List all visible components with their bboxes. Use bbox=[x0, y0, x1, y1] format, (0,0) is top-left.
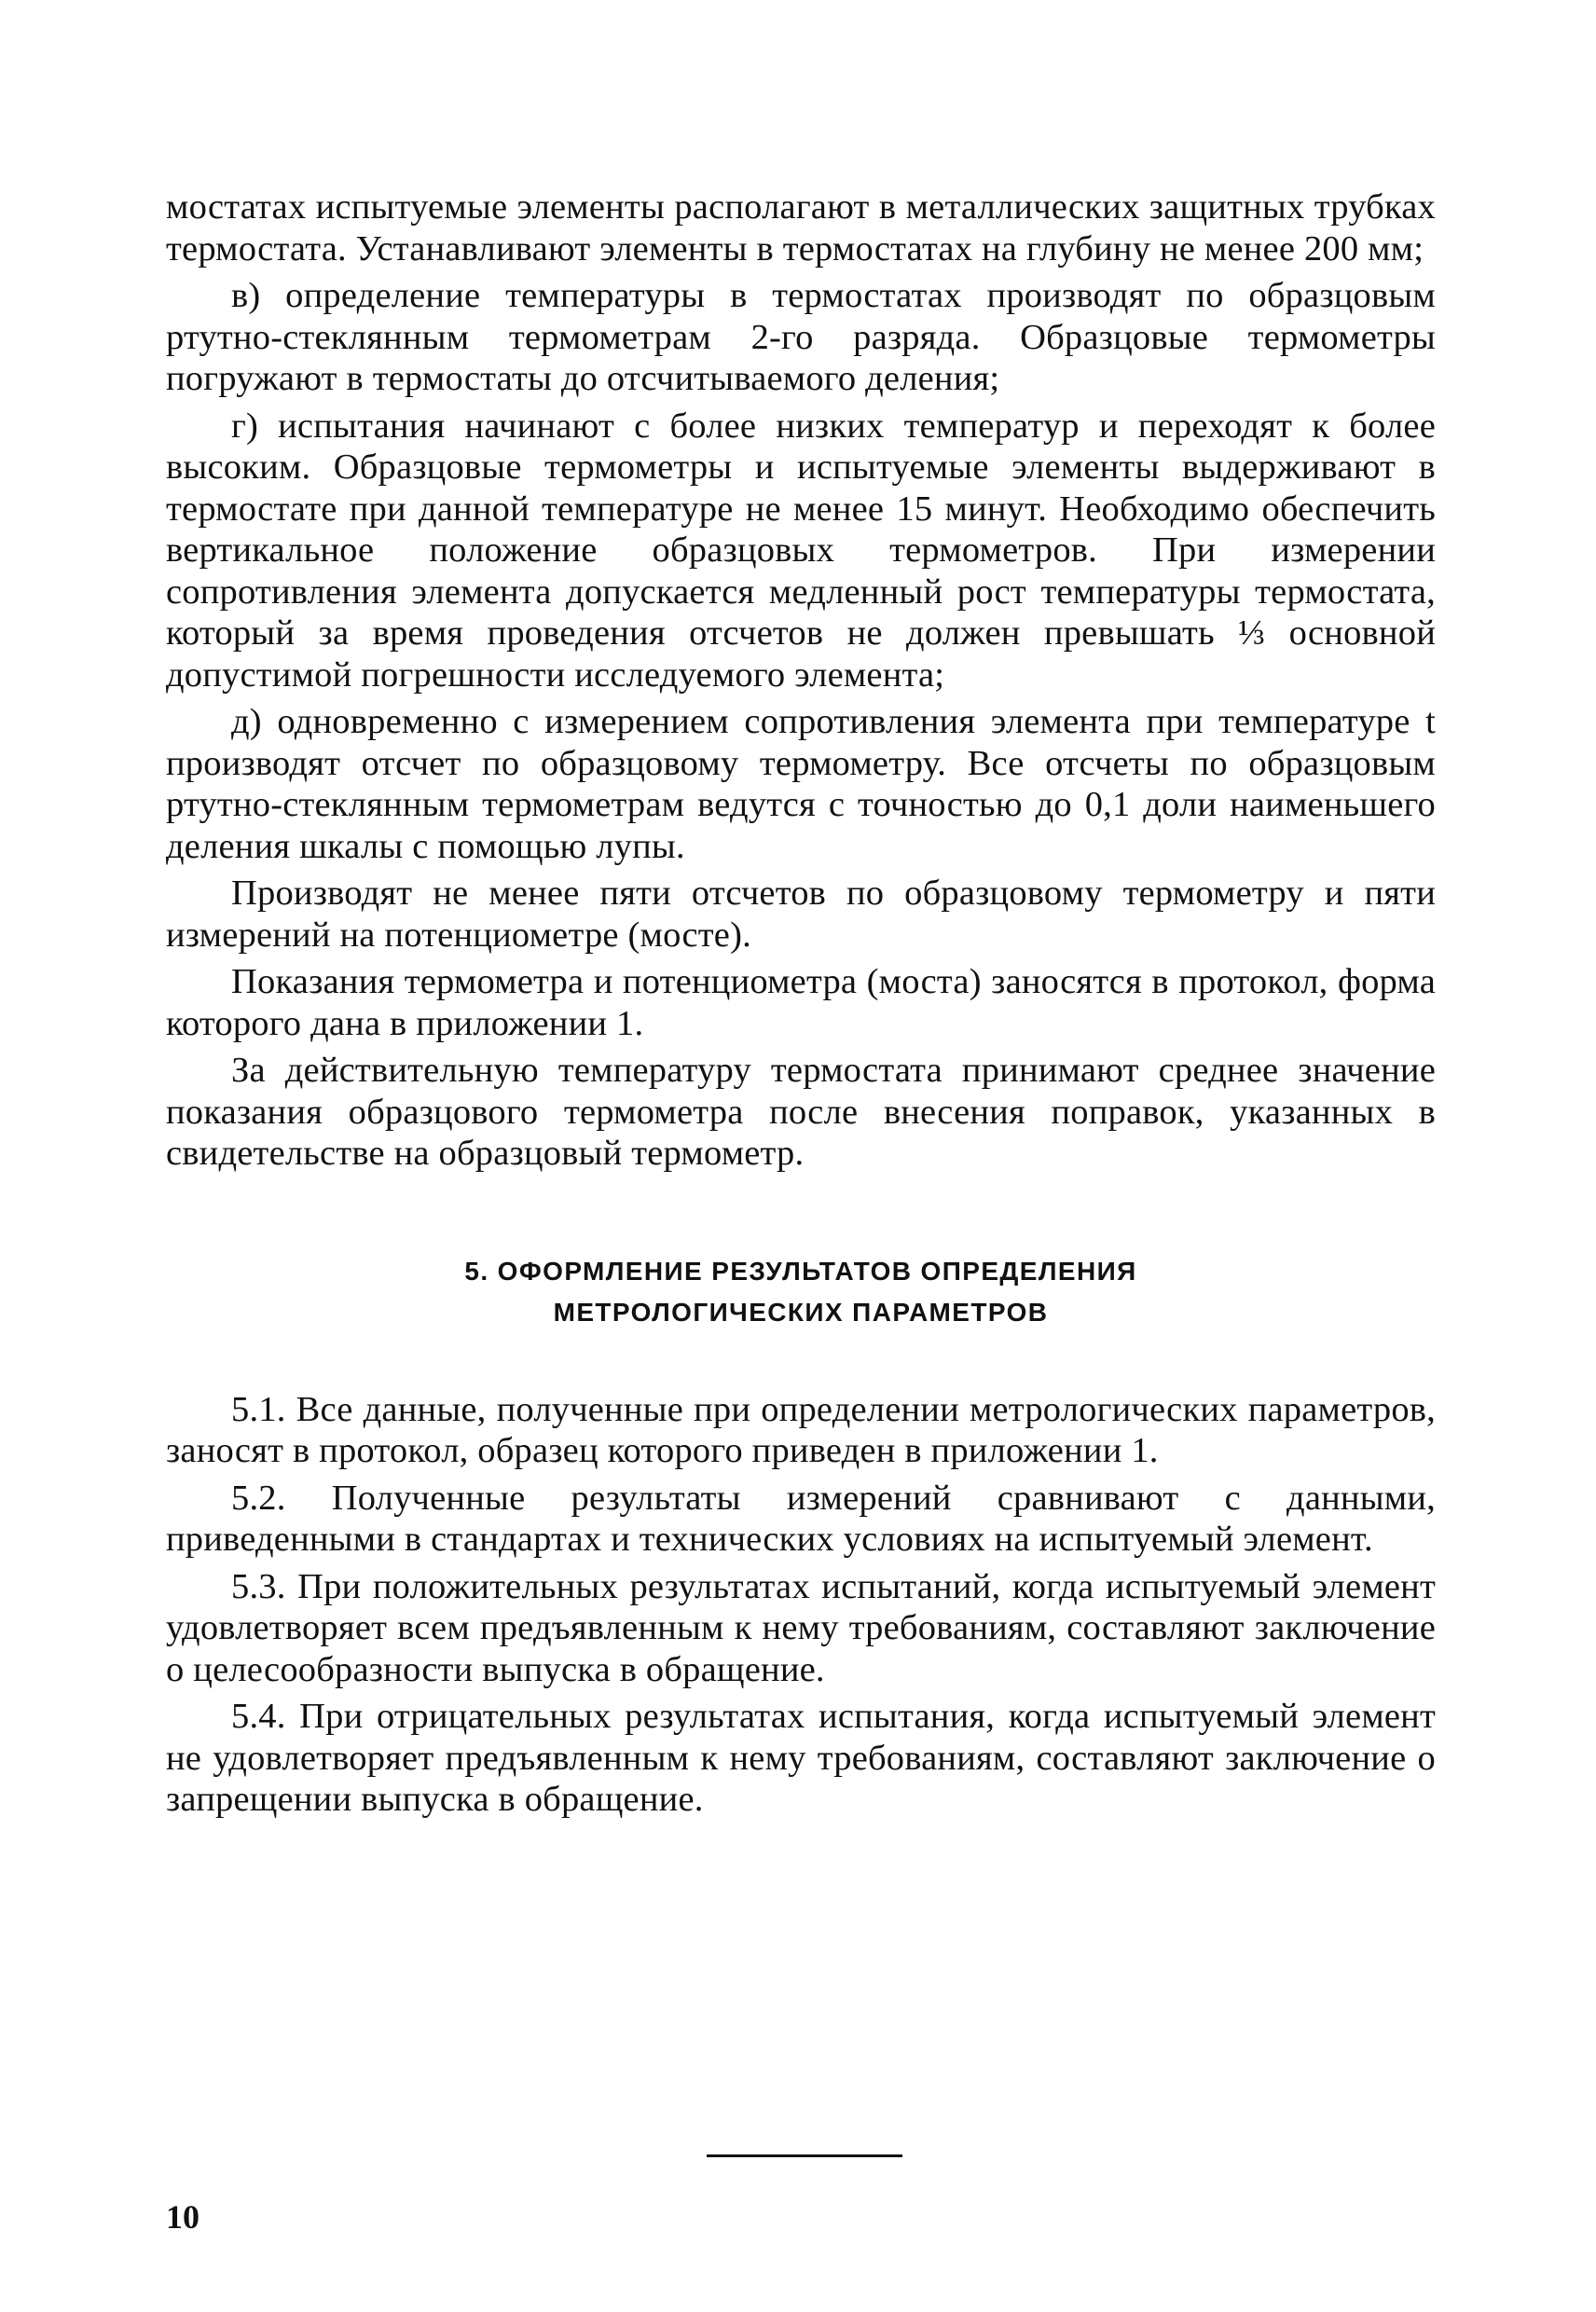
page-number: 10 bbox=[166, 2198, 200, 2236]
clause-5-1: 5.1. Все данные, полученные при определении метрологических параметров, заносят в протокол, образец которого приведен в приложении 1. bbox=[166, 1389, 1436, 1470]
paragraph-item-d: д) одновременно с измерением сопротивления элемента при температуре t производят отсчет по образцовому термометру. Все отсчеты по образцовым ртутно-стеклянным термометрам ведутся с точностью до 0,1 доли наименьшего деления шкалы с помощью лупы. bbox=[166, 702, 1436, 866]
paragraph-readings: Производят не менее пяти отсчетов по образцовому термометру и пяти измерений на потенциометре (мосте). bbox=[166, 874, 1436, 955]
section-heading-line-2: МЕТРОЛОГИЧЕСКИХ ПАРАМЕТРОВ bbox=[553, 1297, 1049, 1327]
page-content bbox=[166, 186, 1436, 1826]
clause-5-2: 5.2. Полученные результаты измерений сравнивают с данными, приведенными в стандартах и технических условиях на испытуемый элемент. bbox=[166, 1478, 1436, 1559]
paragraph-protocol: Показания термометра и потенциометра (моста) заносятся в протокол, форма которого дана в приложении 1. bbox=[166, 962, 1436, 1043]
footer-divider bbox=[707, 2154, 902, 2157]
section-heading-line-1: 5. ОФОРМЛЕНИЕ РЕЗУЛЬТАТОВ ОПРЕДЕЛЕНИЯ bbox=[464, 1256, 1137, 1286]
paragraph-actual-temperature: За действительную температуру термостата принимают среднее значение показания образцового термометра после внесения поправок, указанных в свидетельстве на образцовый термометр. bbox=[166, 1051, 1436, 1173]
section-heading bbox=[166, 1251, 1436, 1333]
paragraph-item-v: в) определение температуры в термостатах производят по образцовым ртутно-стеклянным термометрам 2-го разряда. Образцовые термометры погружают в термостаты до отсчитываемого деления; bbox=[166, 276, 1436, 398]
clause-5-4: 5.4. При отрицательных результатах испытания, когда испытуемый элемент не удовлетворяет предъявленным к нему требованиям, составляют заключение о запрещении выпуска в обращение. bbox=[166, 1697, 1436, 1819]
paragraph-continuation: мостатах испытуемые элементы располагают в металлических защитных трубках термостата. Устанавливают элементы в термостатах на глубину не менее 200 мм; bbox=[166, 187, 1436, 268]
paragraph-item-g: г) испытания начинают с более низких температур и переходят к более высоким. Образцовые термометры и испытуемые элементы выдерживают в термостате при данной температуре не менее 15 минут. Необходимо обеспечить вертикальное положение образцовых термометров. При измерении сопротивления элемента допускается медленный рост температуры термостата, который за время проведения отсчетов не должен превышать ⅓ основной допустимой погрешности исследуемого элемента; bbox=[166, 406, 1436, 695]
clause-5-3: 5.3. При положительных результатах испытаний, когда испытуемый элемент удовлетворяет всем предъявленным к нему требованиям, составляют заключение о целесообразности выпуска в обращение. bbox=[166, 1566, 1436, 1689]
